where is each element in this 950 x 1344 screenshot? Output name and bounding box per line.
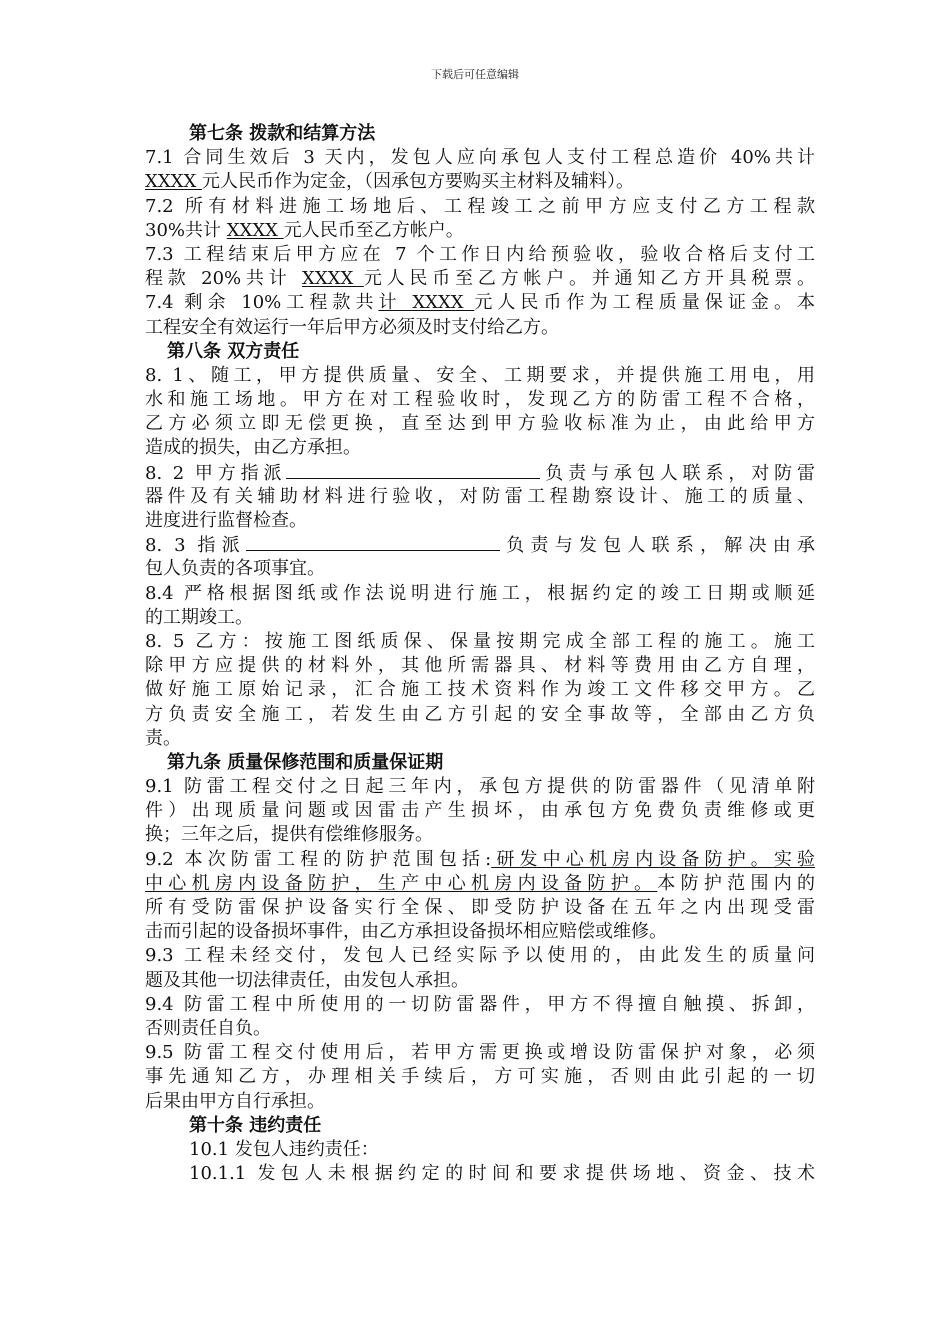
clause-9-3-line-2: 题及其他一切法律责任，由发包人承担。 (145, 969, 469, 991)
clause-8-5-line-5: 责。 (145, 727, 181, 749)
clause-8-5-line-3: 做好施工原始记录，汇合施工技术资料作为竣工文件移交甲方。乙 (145, 679, 815, 701)
fill-in-blank (286, 461, 540, 479)
section-10-title: 第十条 违约责任 (189, 1114, 322, 1136)
clause-8-4-line-2: 的工期竣工。 (145, 606, 253, 628)
clause-8-4-line-1: 8.4 严格根据图纸或作法说明进行施工，根据约定的竣工日期或顺延 (145, 582, 815, 604)
amount-underlined: XXXX (226, 219, 284, 241)
section-9-title: 第九条 质量保修范围和质量保证期 (167, 751, 444, 773)
scope-underlined: 中心机房内设备防护，生产中心机房内设备防护。 (145, 872, 658, 894)
clause-text: 30%共计 (145, 219, 227, 241)
clause-text: 本防护范围内的 (657, 872, 815, 894)
clause-9-1-line-3: 换；三年之后，提供有偿维修服务。 (145, 824, 433, 846)
clause-text: 元人民币至乙方帐户。 (283, 219, 464, 241)
clause-8-1-line-1: 8. 1、随工，甲方提供质量、安全、工期要求，并提供施工用电，用 (145, 364, 815, 386)
amount-underlined: XXXX (302, 268, 364, 290)
clause-text: 7.4 剩余 10%工程款共 (145, 292, 379, 314)
clause-8-2-line-1 (145, 461, 815, 485)
clause-9-2-line-3: 所有受防雷保护设备实行全保、即受防护设备在五年之内出现受雷 (145, 897, 815, 918)
clause-text: 9.2 本次防雷工程的防护范围包括: (145, 848, 492, 870)
clause-8-1-line-2: 水和施工场地。甲方在对工程验收时，发现乙方的防雷工程不合格， (145, 389, 815, 411)
clause-9-1-line-2: 件）出现质量问题或因雷击产生损坏，由承包方免费负责维修或更 (145, 800, 815, 822)
section-8-title: 第八条 双方责任 (167, 340, 300, 362)
header-note: 下载后可任意编辑 (431, 68, 519, 81)
clause-9-4-line-1: 9.4 防雷工程中所使用的一切防雷器件，甲方不得擅自触摸、拆卸， (145, 993, 815, 1015)
clause-7-4-line-1 (145, 291, 815, 315)
clause-text: 8. 3 指派 (145, 535, 246, 557)
clause-7-1-line-1: 7.1 合同生效后 3 天内，发包人应向承包人支付工程总造价 40%共计 (145, 147, 815, 169)
clause-9-5-line-2: 事先通知乙方，办理相关手续后，方可实施，否则由此引起的一切 (145, 1066, 815, 1088)
clause-text: 程款 20%共计 (145, 268, 303, 290)
clause-8-1-line-3: 乙方必须立即无偿更换，直至达到甲方验收标准为止，由此给甲方 (145, 413, 815, 435)
clause-8-5-line-4: 方负责安全施工，若发生由乙方引起的安全事故等，全部由乙方负 (145, 703, 815, 725)
scope-underlined: 研发中心机房内设备防护。实验 (491, 848, 815, 870)
clause-9-5-line-1: 9.5 防雷工程交付使用后，若甲方需更换或增设防雷保护对象，必须 (145, 1042, 815, 1064)
clause-9-5-line-3: 后果由甲方自行承担。 (145, 1090, 325, 1112)
clause-7-3-line-1: 7.3 工程结束后甲方应在 7 个工作日内给预验收，验收合格后支付工 (145, 243, 815, 265)
clause-9-1-line-1: 9.1 防雷工程交付之日起三年内，承包方提供的防雷器件（见清单附 (145, 776, 815, 798)
clause-9-3-line-1: 9.3 工程未经交付，发包人已经实际予以使用的，由此发生的质量问 (145, 945, 815, 967)
clause-8-5-line-1: 8. 5 乙方：按施工图纸质保、保量按期完成全部工程的施工。施工 (145, 630, 815, 652)
clause-text: 元人民币作为工程质量保证金。本 (474, 292, 815, 314)
clause-7-2-line-1: 7.2 所有材料进施工场地后、工程竣工之前甲方应支付乙方工程款 (145, 195, 815, 217)
clause-text: 元人民币作为定金，（因承包方要购买主材料及辅料）。 (201, 171, 634, 193)
fill-in-blank (246, 533, 500, 551)
clause-text: 元人民币至乙方帐户。并通知乙方开具税票。 (363, 268, 815, 290)
clause-8-3-line-1 (145, 533, 815, 557)
clause-10-1-1-line-1: 10.1.1 发包人未根据约定的时间和要求提供场地、资金、技术 (189, 1163, 815, 1185)
clause-8-2-line-2: 器件及有关辅助材料进行验收，对防雷工程勘察设计、施工的质量、 (145, 485, 815, 507)
clause-text: 8. 2 甲方指派 (145, 462, 287, 484)
clause-7-3-line-2 (145, 267, 815, 291)
clause-8-5-line-2: 除甲方应提供的材料外，其他所需器具、材料等费用由乙方自理， (145, 655, 815, 677)
clause-9-2-line-1 (145, 848, 815, 872)
clause-9-2-line-4: 击而引起的设备损坏事件，由乙方承担设备损坏相应赔偿或维修。 (145, 921, 667, 943)
clause-8-1-line-4: 造成的损失，由乙方承担。 (145, 437, 361, 459)
clause-9-4-line-2: 否则责任自负。 (145, 1017, 271, 1039)
clause-7-2-line-2 (145, 219, 815, 243)
clause-9-2-line-2 (145, 872, 815, 896)
clause-text: 负责与承包人联系，对防雷 (540, 462, 815, 484)
amount-underlined: XXXX (145, 171, 202, 193)
section-7-title: 第七条 拨款和结算方法 (189, 123, 376, 144)
clause-8-3-line-2: 包人负责的各项事宜。 (145, 558, 325, 580)
clause-7-1-line-2 (145, 170, 815, 194)
clause-text: 负责与发包人联系，解决由承 (500, 535, 815, 557)
clause-8-2-line-3: 进度进行监督检查。 (145, 510, 307, 531)
clause-10-1-line-1: 10.1 发包人违约责任： (189, 1138, 379, 1160)
amount-underlined: 计 XXXX (378, 292, 475, 314)
clause-7-4-line-2: 工程安全有效运行一年后甲方必须及时支付给乙方。 (145, 316, 559, 338)
contract-body (145, 122, 815, 1186)
